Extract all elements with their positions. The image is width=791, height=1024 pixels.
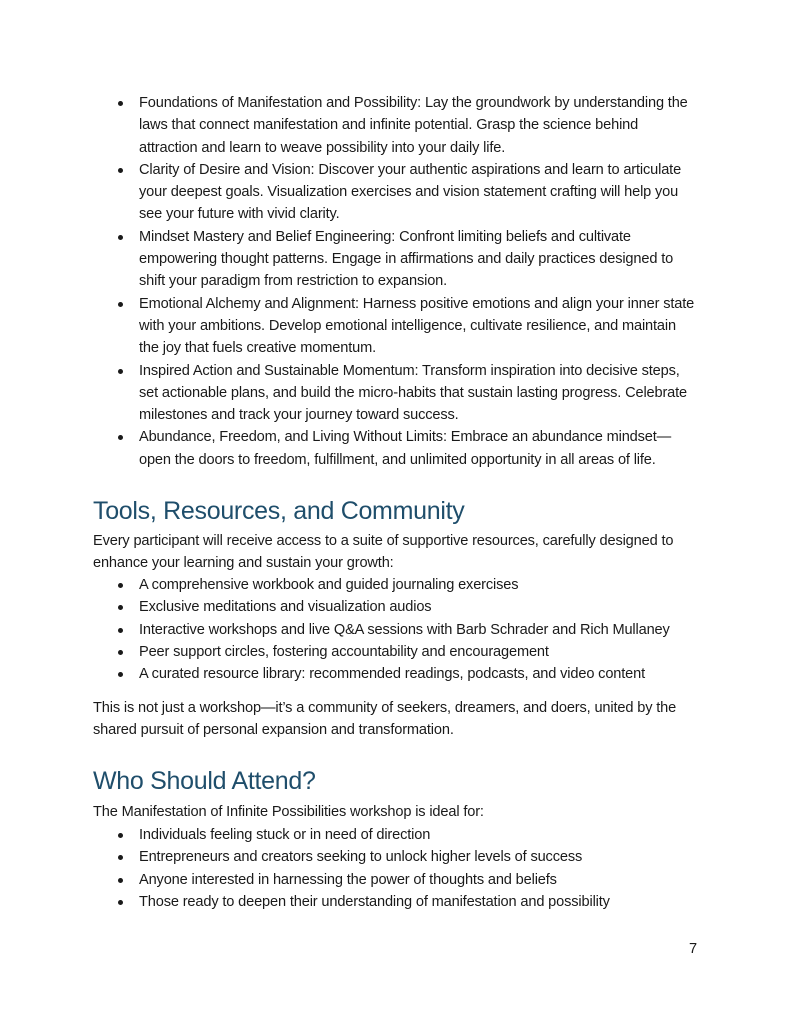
list-item xyxy=(0,824,719,846)
list-item-text: Anyone interested in harnessing the power of thoughts and beliefs xyxy=(139,871,557,888)
bullet-icon xyxy=(118,628,123,633)
list-item xyxy=(0,846,719,868)
bullet-icon xyxy=(118,650,123,655)
list-item-text: Inspired Action and Sustainable Momentum: Transform inspiration into decisive steps, set actionable plans, and build the micro-habits that sustain lasting progress. Celebrate milestones and track your journey toward success. xyxy=(139,362,688,424)
attend-intro-paragraph: The Manifestation of Infinite Possibilities workshop is ideal for: xyxy=(93,804,484,820)
list-item xyxy=(0,159,699,226)
bullet-icon xyxy=(118,235,123,240)
bullet-icon xyxy=(118,605,123,610)
bullet-icon xyxy=(118,900,123,905)
attend-section-heading: Who Should Attend? xyxy=(93,767,316,795)
list-item xyxy=(0,891,719,913)
list-item xyxy=(0,226,699,293)
bullet-icon xyxy=(118,101,123,106)
attend-list xyxy=(0,824,791,913)
list-item-text: Entrepreneurs and creators seeking to unlock higher levels of success xyxy=(139,849,583,866)
bullet-icon xyxy=(118,583,123,588)
bullet-icon xyxy=(118,168,123,173)
list-item-text: Exclusive meditations and visualization audios xyxy=(139,599,432,616)
tools-closing-paragraph: This is not just a workshop—it’s a community of seekers, dreamers, and doers, united by the shared pursuit of personal expansion and transformation. xyxy=(93,700,677,739)
list-item xyxy=(0,869,719,891)
list-item-text: Emotional Alchemy and Alignment: Harness positive emotions and align your inner state with your ambitions. Develop emotional intelligence, cultivate resilience, and maintain the joy that fuels creative momentum. xyxy=(139,295,695,357)
bullet-icon xyxy=(118,369,123,374)
list-item-text: Those ready to deepen their understanding of manifestation and possibility xyxy=(139,893,610,910)
page-number: 7 xyxy=(689,941,698,957)
bullet-icon xyxy=(118,435,123,440)
tools-section-heading: Tools, Resources, and Community xyxy=(93,497,465,525)
list-item-text: Interactive workshops and live Q&A sessions with Barb Schrader and Rich Mullaney xyxy=(139,621,670,638)
list-item-text: Mindset Mastery and Belief Engineering: Confront limiting beliefs and cultivate empowering thought patterns. Engage in affirmations and daily practices designed to shift your paradigm from restriction to expansion. xyxy=(139,228,674,290)
list-item xyxy=(0,641,719,663)
list-item-text: Clarity of Desire and Vision: Discover your authentic aspirations and learn to articulate your deepest goals. Visualization exercises and vision statement crafting will help you see your future with vivid clarity. xyxy=(139,161,682,223)
list-item xyxy=(0,426,699,471)
list-item xyxy=(0,596,719,618)
bullet-icon xyxy=(118,878,123,883)
list-item-text: A curated resource library: recommended readings, podcasts, and video content xyxy=(139,666,646,683)
curriculum-list xyxy=(0,92,791,471)
list-item xyxy=(0,293,699,360)
bullet-icon xyxy=(118,672,123,677)
list-item-text: Abundance, Freedom, and Living Without Limits: Embrace an abundance mindset—open the doors to freedom, fulfillment, and unlimited opportunity in all areas of life. xyxy=(139,429,672,468)
bullet-icon xyxy=(118,855,123,860)
list-item xyxy=(0,92,699,159)
list-item-text: Peer support circles, fostering accountability and encouragement xyxy=(139,643,549,660)
tools-list xyxy=(0,574,791,685)
list-item-text: Individuals feeling stuck or in need of direction xyxy=(139,827,431,843)
bullet-icon xyxy=(118,302,123,307)
bullet-icon xyxy=(118,833,123,838)
list-item xyxy=(0,663,719,685)
list-item xyxy=(0,619,719,641)
list-item xyxy=(0,574,719,596)
list-item-text: Foundations of Manifestation and Possibility: Lay the groundwork by understanding the laws that connect manifestation and infinite potential. Grasp the science behind attraction and learn to weave possibility into your daily life. xyxy=(139,95,688,156)
tools-intro-paragraph: Every participant will receive access to a suite of supportive resources, carefully designed to enhance your learning and sustain your growth: xyxy=(93,533,674,572)
list-item-text: A comprehensive workbook and guided journaling exercises xyxy=(139,577,519,593)
list-item xyxy=(0,360,699,427)
